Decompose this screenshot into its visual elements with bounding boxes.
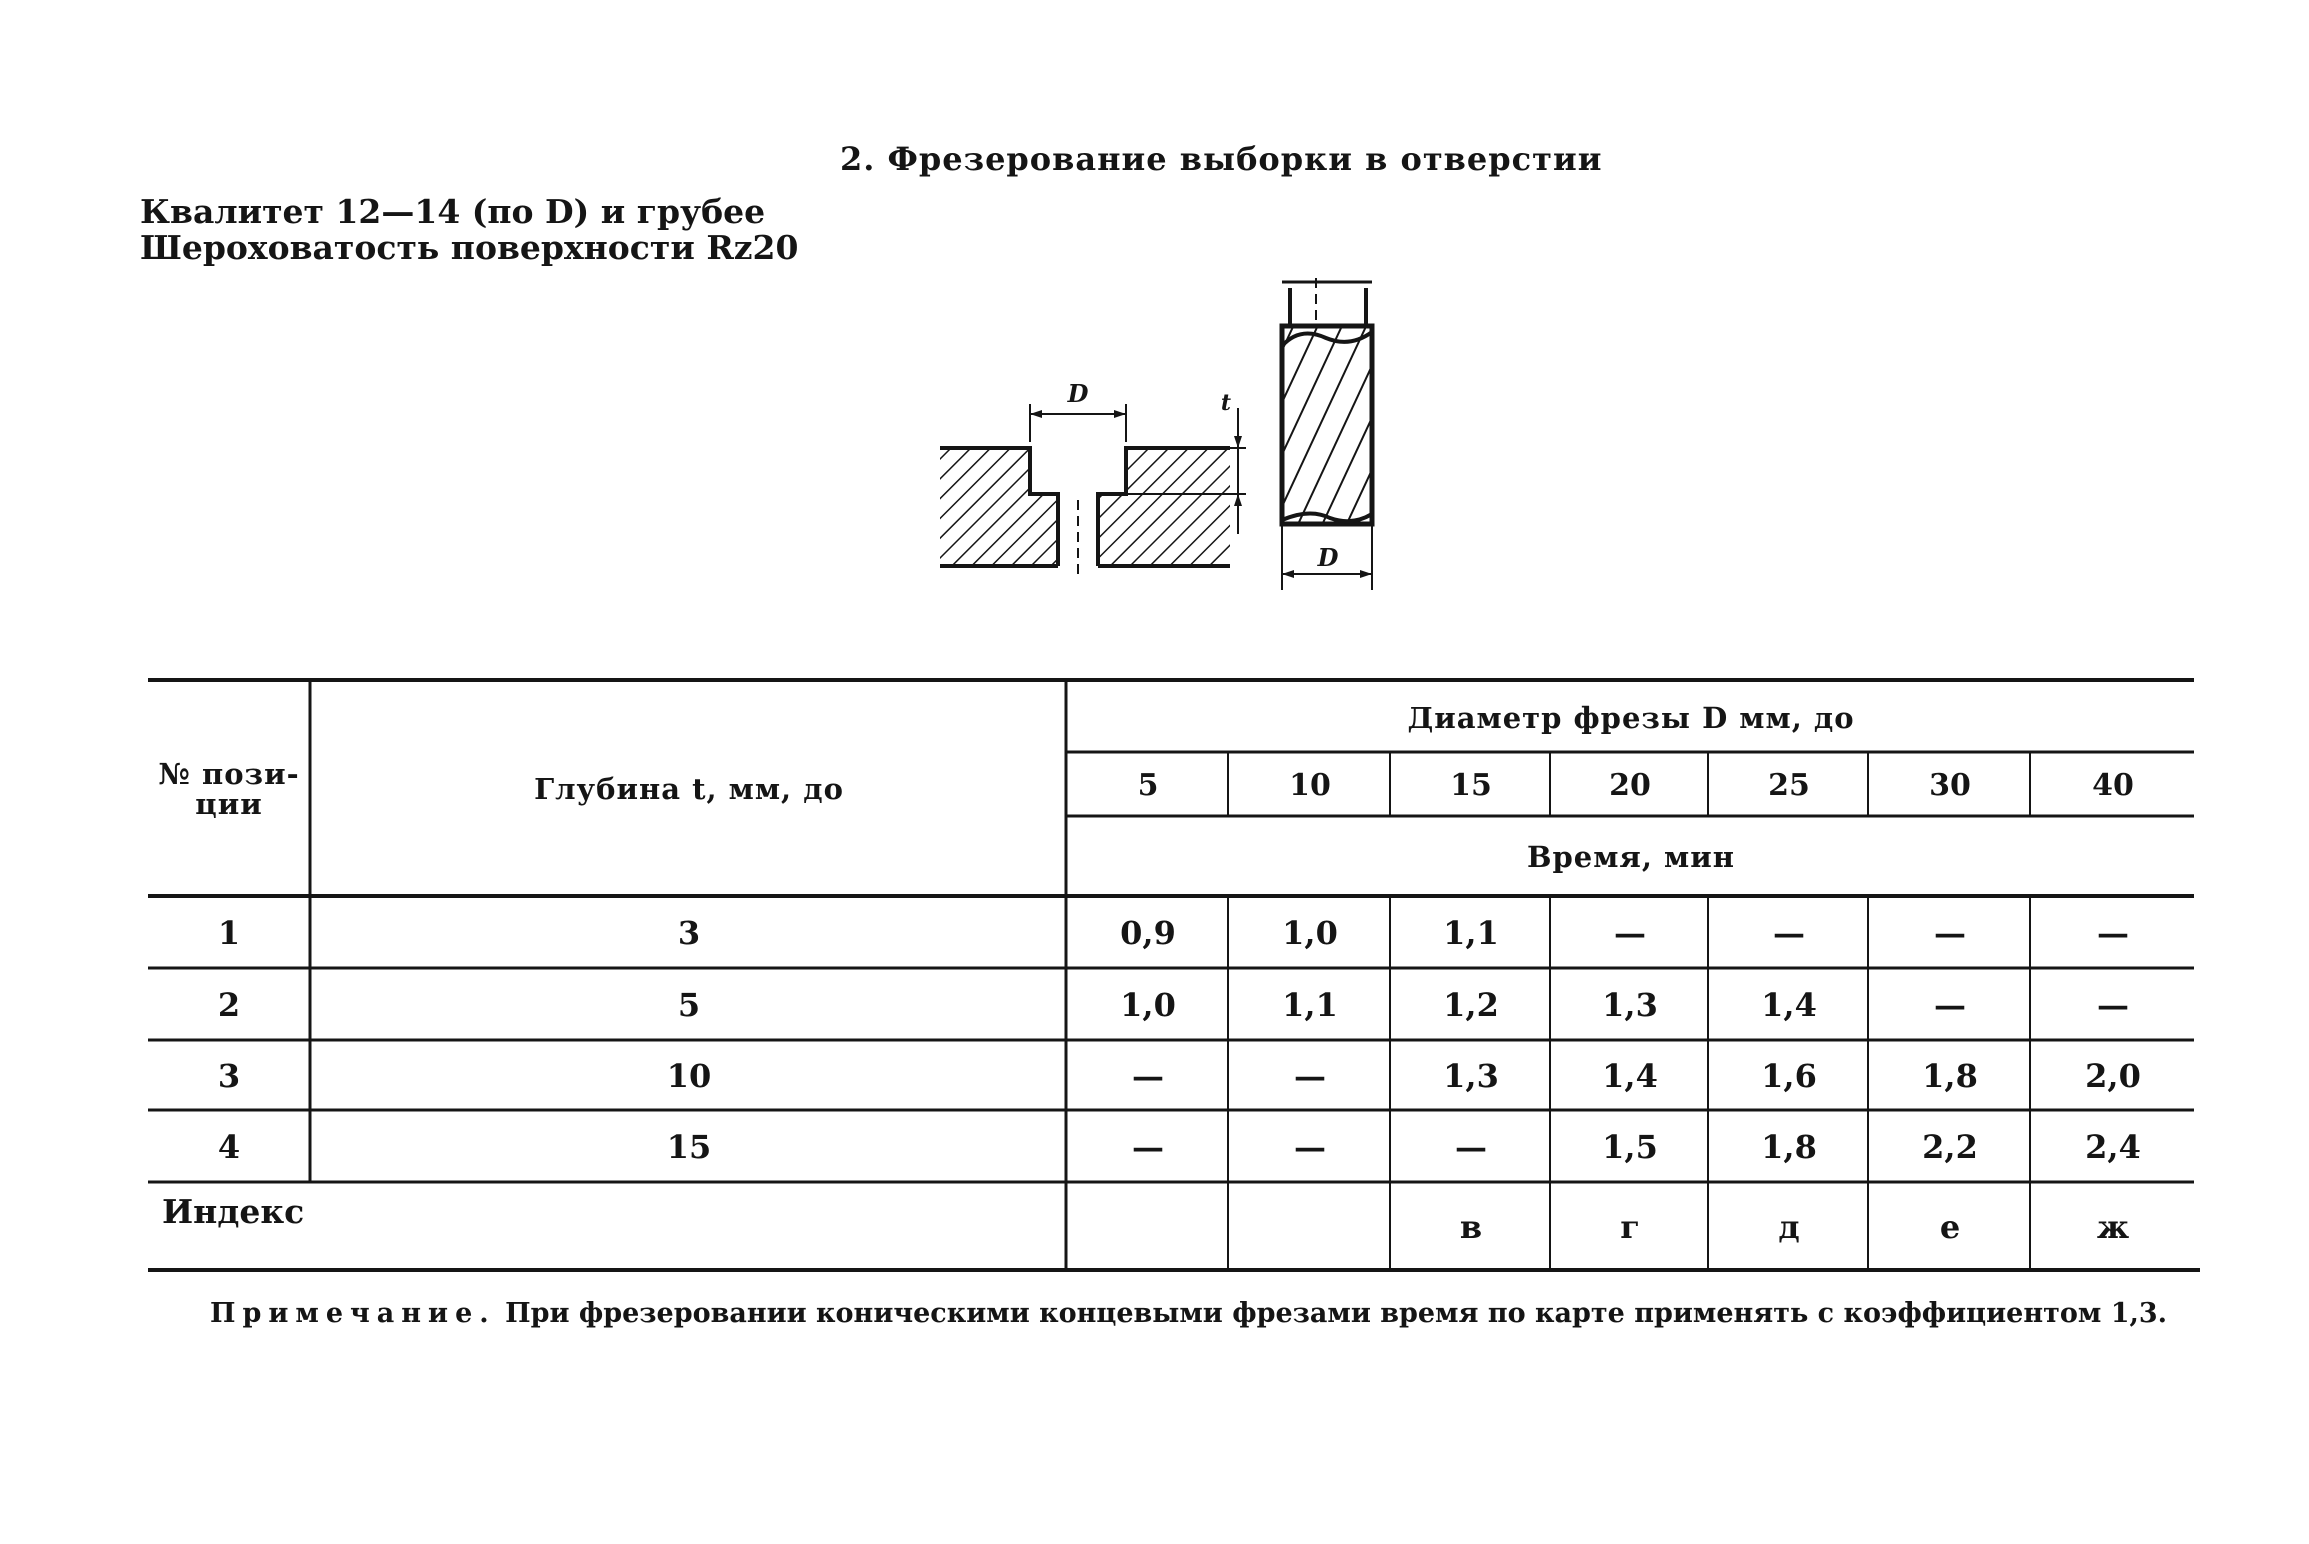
diameter-header-cell: 40 — [2092, 767, 2134, 803]
time-value-cell: 1,0 — [1282, 914, 1338, 952]
diameter-header-cell: 5 — [1137, 767, 1159, 803]
time-value-cell: — — [1132, 1128, 1164, 1166]
row-position: 4 — [217, 1128, 241, 1166]
diameter-header-cell: 15 — [1450, 767, 1492, 803]
time-value-cell: 0,9 — [1120, 914, 1176, 952]
accuracy-grade-line: Квалитет 12—14 (по D) и грубее — [140, 192, 766, 231]
time-value-cell: — — [1294, 1128, 1326, 1166]
footnote-text: При фрезеровании коническими концевыми фрезами время по карте применять с коэффициентом 1,3. — [495, 1298, 2168, 1329]
index-value-cell: е — [1939, 1208, 1961, 1246]
time-value-cell: — — [2097, 986, 2129, 1024]
time-value-cell: 1,5 — [1602, 1128, 1658, 1166]
time-value-cell: 1,3 — [1602, 986, 1658, 1024]
time-value-cell: 1,1 — [1282, 986, 1338, 1024]
position-column-header: № пози- ции — [158, 757, 300, 821]
time-value-cell: 2,2 — [1922, 1128, 1978, 1166]
row-position: 2 — [217, 986, 241, 1024]
time-value-cell: 1,8 — [1761, 1128, 1817, 1166]
time-value-cell: 1,0 — [1120, 986, 1176, 1024]
index-value-cell — [1230, 1184, 1390, 1270]
workpiece-section — [940, 404, 1246, 580]
depth-label: t — [1220, 390, 1232, 416]
roughness-line: Шероховатость поверхности Rz20 — [140, 228, 799, 267]
row-depth: 5 — [677, 986, 701, 1024]
index-value-cell: д — [1778, 1208, 1800, 1246]
diameter-header-cell: 10 — [1289, 767, 1331, 803]
diameter-header-cell: 20 — [1609, 767, 1651, 803]
time-value-cell: 2,0 — [2085, 1057, 2141, 1095]
time-value-cell: 1,6 — [1761, 1057, 1817, 1095]
index-value-cell — [1068, 1184, 1228, 1270]
depth-column-header: Глубина t, мм, до — [534, 772, 844, 806]
section-title: 2. Фрезерование выборки в отверстии — [840, 140, 1603, 178]
time-value-cell: 1,4 — [1761, 986, 1817, 1024]
footnote-lead: Примечание. — [210, 1298, 496, 1329]
diameter-header-cell: 30 — [1929, 767, 1971, 803]
time-value-cell: 1,4 — [1602, 1057, 1658, 1095]
time-group-header: Время, мин — [1527, 840, 1735, 874]
row-position: 1 — [217, 914, 241, 952]
footnote — [210, 1298, 2167, 1329]
row-depth: 15 — [666, 1128, 712, 1166]
diameter-header-cell: 25 — [1768, 767, 1810, 803]
index-row-label: Индекс — [162, 1192, 305, 1231]
time-value-cell: — — [1934, 986, 1966, 1024]
time-value-cell: — — [1294, 1057, 1326, 1095]
row-depth: 10 — [666, 1057, 712, 1095]
time-value-cell: — — [1934, 914, 1966, 952]
part-dimension-label: D — [1067, 379, 1089, 408]
index-value-cell: в — [1459, 1208, 1483, 1246]
row-position: 3 — [217, 1057, 241, 1095]
time-value-cell: 2,4 — [2085, 1128, 2141, 1166]
row-depth: 3 — [677, 914, 701, 952]
time-value-cell: 1,2 — [1443, 986, 1499, 1024]
milling-diagram — [930, 270, 1400, 600]
time-value-cell: 1,3 — [1443, 1057, 1499, 1095]
diameter-group-header: Диаметр фрезы D мм, до — [1407, 701, 1855, 735]
time-value-cell: — — [1614, 914, 1646, 952]
index-value-cell: ж — [2096, 1208, 2130, 1246]
time-value-cell: — — [2097, 914, 2129, 952]
time-value-cell: — — [1455, 1128, 1487, 1166]
index-value-cell: г — [1620, 1208, 1640, 1246]
cutter-dimension-label: D — [1317, 543, 1339, 572]
time-value-cell: — — [1132, 1057, 1164, 1095]
time-value-cell: — — [1773, 914, 1805, 952]
time-value-cell: 1,8 — [1922, 1057, 1978, 1095]
time-value-cell: 1,1 — [1443, 914, 1499, 952]
